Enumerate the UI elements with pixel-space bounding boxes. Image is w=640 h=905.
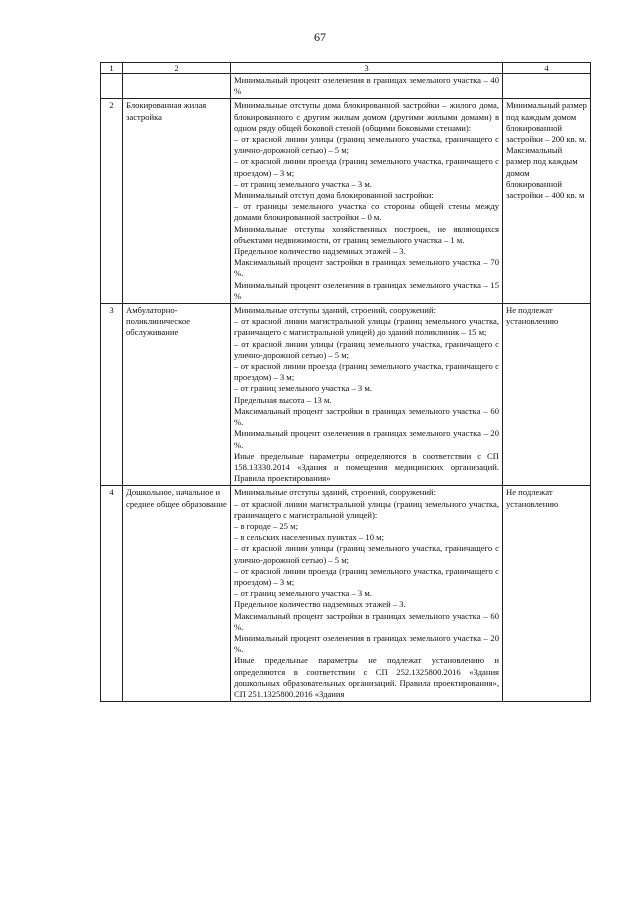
construction-parameters [231,304,503,486]
construction-parameters [231,486,503,702]
parameter-line: – от красной линии проезда (границ земельного участка, граничащего с проездом) – 3 м; [234,361,499,383]
row-number: 3 [101,304,123,486]
parameter-line: Максимальный процент застройки в границах земельного участка – 70 %. [234,257,499,279]
parameter-line: Минимальные отступы зданий, строений, сооружений: [234,487,436,498]
parameter-line: Минимальный отступ дома блокированной застройки: [234,190,434,201]
parameter-line: – от красной линии улицы (границ земельного участка, граничащего с улично-дорожной сетью) – 5 м; [234,134,499,156]
parameter-line: Максимальный процент застройки в границах земельного участка – 60 %. [234,405,499,428]
page-number: 67 [314,30,326,44]
parameter-line: Минимальный процент озеленения в границах земельного участка – 15 % [234,279,499,301]
parameter-line: Иные предельные параметры определяются в соответствии с СП 158.13330.2014 «Здания и помещения медицинских организаций. Правила проектирования» [234,450,499,484]
parameter-line: Предельное количество надземных этажей – 3. [234,246,406,257]
plot-size-limits: Не подлежат установлению [503,486,591,702]
parameter-line: – в сельских населенных пунктах – 10 м; [234,532,384,543]
parameter-line: – от красной линии проезда (границ земельного участка, граничащего с проездом) – 3 м; [234,565,499,587]
row-number: 2 [101,99,123,304]
plot-size-limits [503,74,591,99]
parameter-line: – от красной линии улицы (границ земельного участка, граничащего с улично-дорожной сетью) – 5 м; [234,338,499,360]
land-use-type: Дошкольное, начальное и среднее общее образование [123,486,231,702]
parameter-line: – в городе – 25 м; [234,520,298,531]
parameter-line: – от границ земельного участка – 3 м. [234,178,372,189]
table-row [101,304,591,486]
parameter-line: Минимальный процент озеленения в границах земельного участка – 20 %. [234,632,499,655]
parameter-line: Максимальный процент застройки в границах земельного участка – 60 %. [234,610,499,632]
row-number: 4 [101,486,123,702]
parameter-line: Предельная высота – 13 м. [234,394,332,405]
parameter-line: Минимальные отступы дома блокированной застройки – жилого дома, блокированного с другим жилым домом (другими жилыми домами) в одном ряду общей боковой стеной (общими боковыми стенами): [234,100,499,133]
header-cell-1: 1 [101,63,123,74]
construction-parameters [231,74,503,99]
parameter-line: Минимальный процент озеленения в границах земельного участка – 20 %. [234,428,499,450]
table-header-row [101,63,591,74]
parameter-line: – от красной линии магистральной улицы (границ земельного участка, граничащего с магистральной улицей) до зданий поликлиник – 15 м; [234,316,499,338]
parameter-line: Иные предельные параметры не подлежат установлению и определяются в соответствии с СП 252.1325800.2016 «Здания дошкольных образовательных организаций. Правила проектирования», СП 251.1325800.2016 «Здания [234,655,499,699]
table-row [101,486,591,702]
parameter-line: Минимальные отступы хозяйственных построек, не являющихся объектами недвижимости, от границ земельного участка – 1 м. [234,223,499,245]
construction-parameters [231,99,503,304]
parameter-line: – от красной линии улицы (границ земельного участка, граничащего с улично-дорожной сетью) – 5 м; [234,543,499,565]
land-use-type: Блокированная жилая застройка [123,99,231,304]
table-row [101,99,591,304]
parameter-line: – от границы земельного участка со стороны общей стены между домами блокированной застройки – 0 м. [234,201,499,223]
header-cell-2: 2 [123,63,231,74]
parameter-line: Минимальный процент озеленения в границах земельного участка – 40 % [234,75,499,97]
plot-size-limits: Не подлежат установлению [503,304,591,486]
table-row [101,74,591,99]
parameter-line: – от границ земельного участка – 3 м. [234,588,372,599]
land-use-type [123,74,231,99]
parameter-line: – от красной линии проезда (границ земельного участка, граничащего с проездом) – 3 м; [234,156,499,178]
header-cell-3: 3 [231,63,503,74]
parameter-line: Минимальные отступы зданий, строений, сооружений: [234,305,436,316]
parameter-line: Предельное количество надземных этажей – 3. [234,599,406,610]
plot-size-limits: Минимальный размер под каждым домом блокированной застройки – 200 кв. м. Максимальный размер под каждым домом блокированной застройки – 400 кв. м [503,99,591,304]
regulations-table [100,62,591,702]
row-number [101,74,123,99]
header-cell-4: 4 [503,63,591,74]
parameter-line: – от границ земельного участка – 3 м. [234,383,372,394]
parameter-line: – от красной линии магистральной улицы (границ земельного участка, граничащего с магистральной улицей): [234,498,499,520]
land-use-type: Амбулаторно-поликлиническое обслуживание [123,304,231,486]
